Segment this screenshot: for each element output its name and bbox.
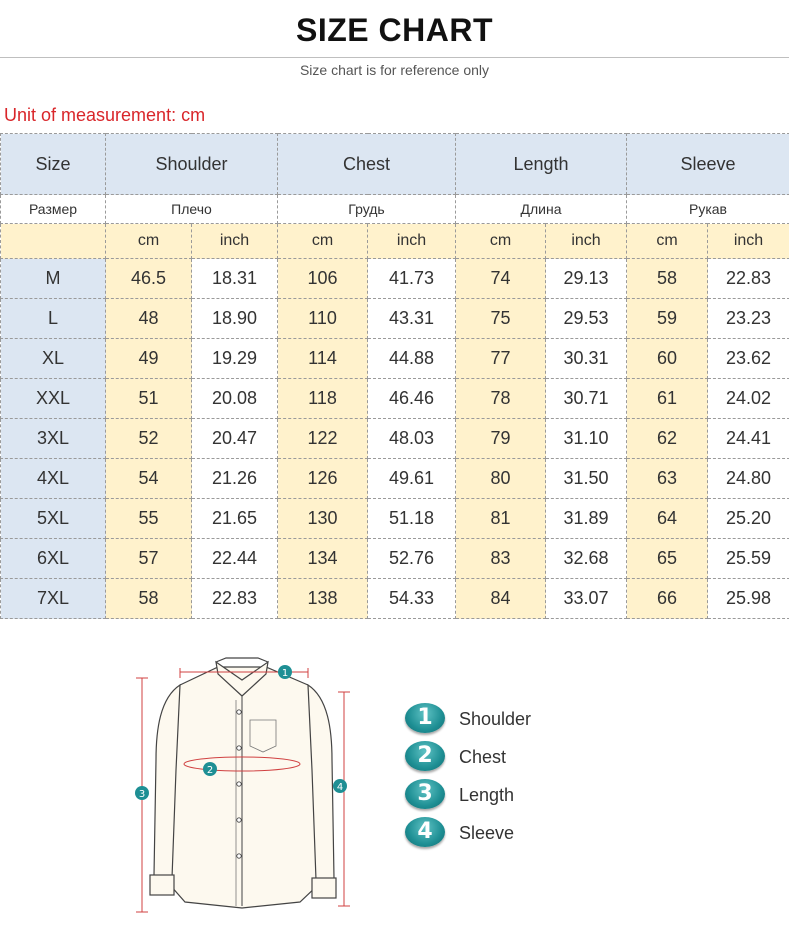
shirt-diagram (130, 650, 365, 920)
number-badge-icon: 1 (405, 703, 445, 733)
svg-text:3: 3 (138, 789, 146, 800)
cm-value-cell: 54 (106, 459, 192, 499)
cm-value-cell: 48 (106, 299, 192, 339)
cm-value-cell: 84 (456, 579, 546, 619)
diagram-marker-1 (278, 665, 292, 679)
number-badge-icon: 3 (405, 779, 445, 809)
cm-value-cell: 106 (278, 259, 368, 299)
inch-value-cell: 30.71 (546, 379, 627, 419)
cm-value-cell: 78 (456, 379, 546, 419)
size-cell: M (1, 259, 106, 299)
legend-item-length (405, 779, 655, 817)
svg-text:2: 2 (206, 765, 214, 776)
cm-value-cell: 114 (278, 339, 368, 379)
unit-cell: inch (546, 224, 627, 259)
cm-value-cell: 81 (456, 499, 546, 539)
col-header-shoulder: Shoulder (106, 134, 278, 195)
inch-value-cell: 22.83 (708, 259, 789, 299)
size-table (0, 133, 789, 619)
col-header-chest: Chest (278, 134, 456, 195)
col-header-sleeve-ru: Рукав (627, 195, 789, 224)
diagram-marker-2 (203, 762, 217, 776)
page-subtitle: Size chart is for reference only (299, 62, 490, 78)
table-row (1, 579, 789, 619)
cm-value-cell: 63 (627, 459, 708, 499)
size-cell: 6XL (1, 539, 106, 579)
col-header-shoulder-ru: Плечо (106, 195, 278, 224)
cm-value-cell: 55 (106, 499, 192, 539)
cm-value-cell: 52 (106, 419, 192, 459)
shirt-measurement-icon (150, 658, 336, 908)
unit-cell: inch (708, 224, 789, 259)
cm-value-cell: 49 (106, 339, 192, 379)
cm-value-cell: 79 (456, 419, 546, 459)
svg-text:4: 4 (336, 782, 344, 793)
inch-value-cell: 18.90 (192, 299, 278, 339)
cm-value-cell: 130 (278, 499, 368, 539)
inch-value-cell: 25.59 (708, 539, 789, 579)
unit-cell: inch (368, 224, 456, 259)
inch-value-cell: 23.62 (708, 339, 789, 379)
size-cell: XXL (1, 379, 106, 419)
cm-value-cell: 58 (627, 259, 708, 299)
header-row-ru (1, 195, 789, 224)
cm-value-cell: 46.5 (106, 259, 192, 299)
table-row (1, 379, 789, 419)
units-row (1, 224, 789, 259)
inch-value-cell: 49.61 (368, 459, 456, 499)
inch-value-cell: 25.20 (708, 499, 789, 539)
col-header-chest-ru: Грудь (278, 195, 456, 224)
unit-note: Unit of measurement: cm (4, 105, 206, 125)
inch-value-cell: 44.88 (368, 339, 456, 379)
table-row (1, 539, 789, 579)
inch-value-cell: 18.31 (192, 259, 278, 299)
title-divider (0, 57, 789, 58)
size-cell: 3XL (1, 419, 106, 459)
table-row (1, 259, 789, 299)
header-row-en (1, 134, 789, 195)
inch-value-cell: 20.47 (192, 419, 278, 459)
size-cell: 7XL (1, 579, 106, 619)
legend-item-chest (405, 741, 655, 779)
cm-value-cell: 58 (106, 579, 192, 619)
cm-value-cell: 110 (278, 299, 368, 339)
unit-cell: cm (456, 224, 546, 259)
cm-value-cell: 64 (627, 499, 708, 539)
cm-value-cell: 83 (456, 539, 546, 579)
cm-value-cell: 66 (627, 579, 708, 619)
inch-value-cell: 31.50 (546, 459, 627, 499)
table-row (1, 459, 789, 499)
legend-label: Chest (459, 747, 507, 767)
unit-cell: cm (278, 224, 368, 259)
cm-value-cell: 62 (627, 419, 708, 459)
inch-value-cell: 41.73 (368, 259, 456, 299)
table-row (1, 339, 789, 379)
cm-value-cell: 51 (106, 379, 192, 419)
cm-value-cell: 138 (278, 579, 368, 619)
inch-value-cell: 24.41 (708, 419, 789, 459)
col-header-length: Length (456, 134, 627, 195)
inch-value-cell: 52.76 (368, 539, 456, 579)
cm-value-cell: 60 (627, 339, 708, 379)
col-header-length-ru: Длина (456, 195, 627, 224)
size-cell: 5XL (1, 499, 106, 539)
inch-value-cell: 23.23 (708, 299, 789, 339)
inch-value-cell: 54.33 (368, 579, 456, 619)
inch-value-cell: 29.13 (546, 259, 627, 299)
table-row (1, 299, 789, 339)
cm-value-cell: 77 (456, 339, 546, 379)
inch-value-cell: 24.02 (708, 379, 789, 419)
inch-value-cell: 25.98 (708, 579, 789, 619)
inch-value-cell: 30.31 (546, 339, 627, 379)
cm-value-cell: 126 (278, 459, 368, 499)
table-row (1, 419, 789, 459)
unit-cell: cm (106, 224, 192, 259)
legend-item-sleeve (405, 817, 655, 855)
cm-value-cell: 118 (278, 379, 368, 419)
inch-value-cell: 21.26 (192, 459, 278, 499)
cm-value-cell: 122 (278, 419, 368, 459)
legend-item-shoulder (405, 703, 655, 741)
inch-value-cell: 33.07 (546, 579, 627, 619)
col-header-sleeve: Sleeve (627, 134, 789, 195)
size-cell: 4XL (1, 459, 106, 499)
diagram-marker-3 (135, 786, 149, 800)
units-row-blank (1, 224, 106, 259)
number-badge-icon: 2 (405, 741, 445, 771)
cm-value-cell: 74 (456, 259, 546, 299)
inch-value-cell: 32.68 (546, 539, 627, 579)
cm-value-cell: 65 (627, 539, 708, 579)
cm-value-cell: 59 (627, 299, 708, 339)
number-badge-icon: 4 (405, 817, 445, 847)
inch-value-cell: 24.80 (708, 459, 789, 499)
inch-value-cell: 22.83 (192, 579, 278, 619)
table-row (1, 499, 789, 539)
inch-value-cell: 22.44 (192, 539, 278, 579)
legend-label: Length (459, 785, 515, 805)
page-title: SIZE CHART (296, 12, 493, 48)
cm-value-cell: 57 (106, 539, 192, 579)
col-header-size: Size (1, 134, 106, 195)
inch-value-cell: 43.31 (368, 299, 456, 339)
inch-value-cell: 20.08 (192, 379, 278, 419)
svg-text:1: 1 (281, 668, 289, 679)
inch-value-cell: 19.29 (192, 339, 278, 379)
size-cell: XL (1, 339, 106, 379)
diagram-marker-4 (333, 779, 347, 793)
cm-value-cell: 75 (456, 299, 546, 339)
cm-value-cell: 61 (627, 379, 708, 419)
unit-cell: cm (627, 224, 708, 259)
inch-value-cell: 51.18 (368, 499, 456, 539)
unit-cell: inch (192, 224, 278, 259)
measurement-legend (405, 703, 655, 855)
col-header-size-ru: Размер (1, 195, 106, 224)
inch-value-cell: 29.53 (546, 299, 627, 339)
cm-value-cell: 80 (456, 459, 546, 499)
inch-value-cell: 46.46 (368, 379, 456, 419)
inch-value-cell: 48.03 (368, 419, 456, 459)
legend-label: Sleeve (459, 823, 515, 843)
size-cell: L (1, 299, 106, 339)
inch-value-cell: 31.10 (546, 419, 627, 459)
inch-value-cell: 21.65 (192, 499, 278, 539)
legend-label: Shoulder (459, 709, 532, 729)
inch-value-cell: 31.89 (546, 499, 627, 539)
cm-value-cell: 134 (278, 539, 368, 579)
